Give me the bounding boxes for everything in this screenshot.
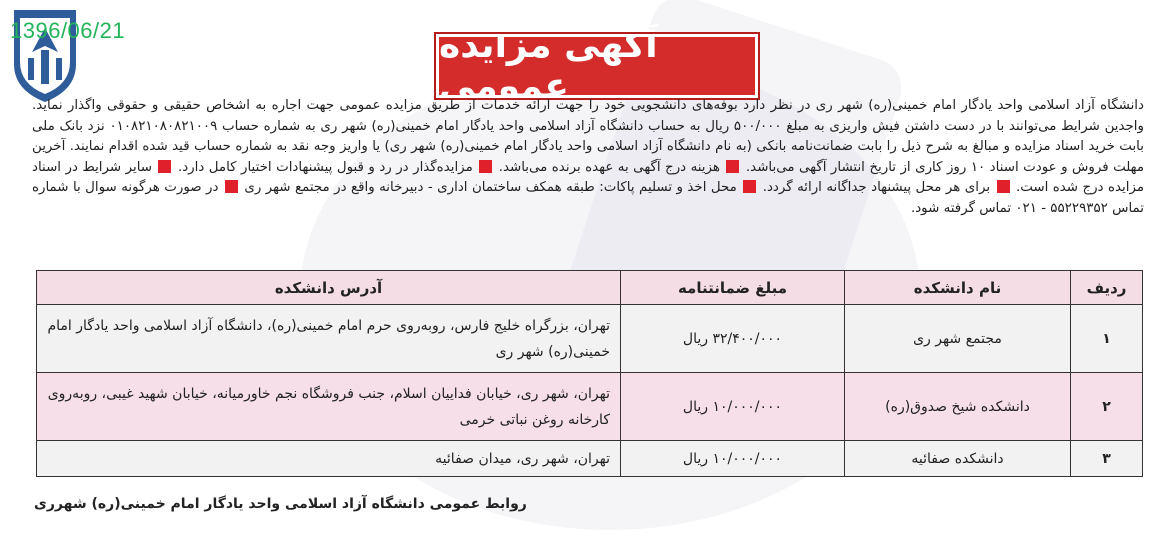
header-address: آدرس دانشکده <box>37 271 621 305</box>
faculty-address: تهران، شهر ری، میدان صفائیه <box>37 441 621 477</box>
table-row <box>37 441 1143 477</box>
condition-separate-offers: برای هر محل پیشنهاد جداگانه ارائه گردد. <box>762 180 991 195</box>
faculty-name: مجتمع شهر ری <box>845 305 1071 373</box>
header-index: ردیف <box>1071 271 1143 305</box>
faculty-name: دانشکده صفائیه <box>845 441 1071 477</box>
condition-rights: مزایده‌گذار در رد و قبول پیشنهادات اختیار کامل دارد. <box>177 159 473 175</box>
row-index: ۲ <box>1071 373 1143 441</box>
faculty-name: دانشکده شیخ صدوق‌(ره) <box>845 373 1071 441</box>
footer-signature: روابط عمومی دانشگاه آزاد اسلامی واحد یادگار امام خمینی(ره) شهرری <box>34 496 527 512</box>
faculty-address: تهران، بزرگراه خلیج فارس، روبه‌روی حرم امام خمینی(ره)، دانشگاه آزاد اسلامی واحد یادگار امام خمینی(ره) شهر ری <box>37 305 621 373</box>
row-index: ۳ <box>1071 441 1143 477</box>
condition-submission-place: محل اخذ و تسلیم پاکات: طبقه همکف ساختمان اداری - دبیرخانه واقع در مجتمع شهر ری <box>244 180 737 195</box>
condition-ad-cost: هزینه درج آگهی به عهده برنده می‌باشد. <box>498 159 720 175</box>
guarantee-amount: ۱۰/۰۰۰/۰۰۰ ریال <box>621 373 845 441</box>
header-faculty-name: نام دانشکده <box>845 271 1071 305</box>
guarantee-amount: ۳۲/۴۰۰/۰۰۰ ریال <box>621 305 845 373</box>
bullet-square-icon <box>726 160 739 173</box>
bullet-square-icon <box>743 180 756 193</box>
condition-documents: سایر شرایط در اسناد مزایده درج شده است. <box>32 159 1145 195</box>
intro-paragraph: دانشگاه آزاد اسلامی واحد یادگار امام خمینی(ره) شهر ری در نظر دارد بوفه‌های دانشجویی خود را جهت ارائه خدمات از طریق مزایده عمومی جهت اجاره به اشخاص حقیقی و حقوقی واگذار نماید. واجدین شرایط می‌توانند با در دست داشتن فیش واریزی به مبلغ ۵۰۰/۰۰۰ ریال به حساب دانشگاه آزاد اسلامی واحد یادگار امام خمینی(ره) شهر ری به شماره حساب ۰۱۰۸۲۱۰۸۰۸۲۱۰۰۹ نزد بانک ملی بابت خرید اسناد مزایده و مبالغ به شرح ذیل را بابت ضمانت‌نامه بانکی (به نام دانشگاه آزاد اسلامی واحد یادگار امام خمینی(ره) شهر ری) یا واریز وجه نقد به شماره حساب قید شده اقدام نمایند. آخرین مهلت فروش و عودت اسناد ۱۰ روز کاری از تاریخ انتشار آگهی می‌باشد. <box>32 98 1145 175</box>
table-row <box>37 305 1143 373</box>
table-row <box>37 373 1143 441</box>
publish-date: 1396/06/21 <box>10 18 126 43</box>
bullet-square-icon <box>158 160 171 173</box>
faculty-table <box>36 270 1143 477</box>
table-header-row <box>37 271 1143 305</box>
notice-body <box>32 96 1144 219</box>
bullet-square-icon <box>225 180 238 193</box>
condition-contact: در صورت هرگونه سوال با شماره تماس ۵۵۲۲۹۳۵۲ - ۰۲۱ تماس گرفته شود. <box>32 180 1144 216</box>
notice-title: آگهی مزایده عمومی <box>436 34 758 98</box>
guarantee-amount: ۱۰/۰۰۰/۰۰۰ ریال <box>621 441 845 477</box>
bullet-square-icon <box>479 160 492 173</box>
faculty-address: تهران، شهر ری، خیابان فداییان اسلام، جنب فروشگاه نجم خاورمیانه، خیابان شهید غیبی، روبه‌روی کارخانه روغن نباتی خرمی <box>37 373 621 441</box>
row-index: ۱ <box>1071 305 1143 373</box>
header-guarantee-amount: مبلغ ضمانتنامه <box>621 271 845 305</box>
bullet-square-icon <box>997 180 1010 193</box>
